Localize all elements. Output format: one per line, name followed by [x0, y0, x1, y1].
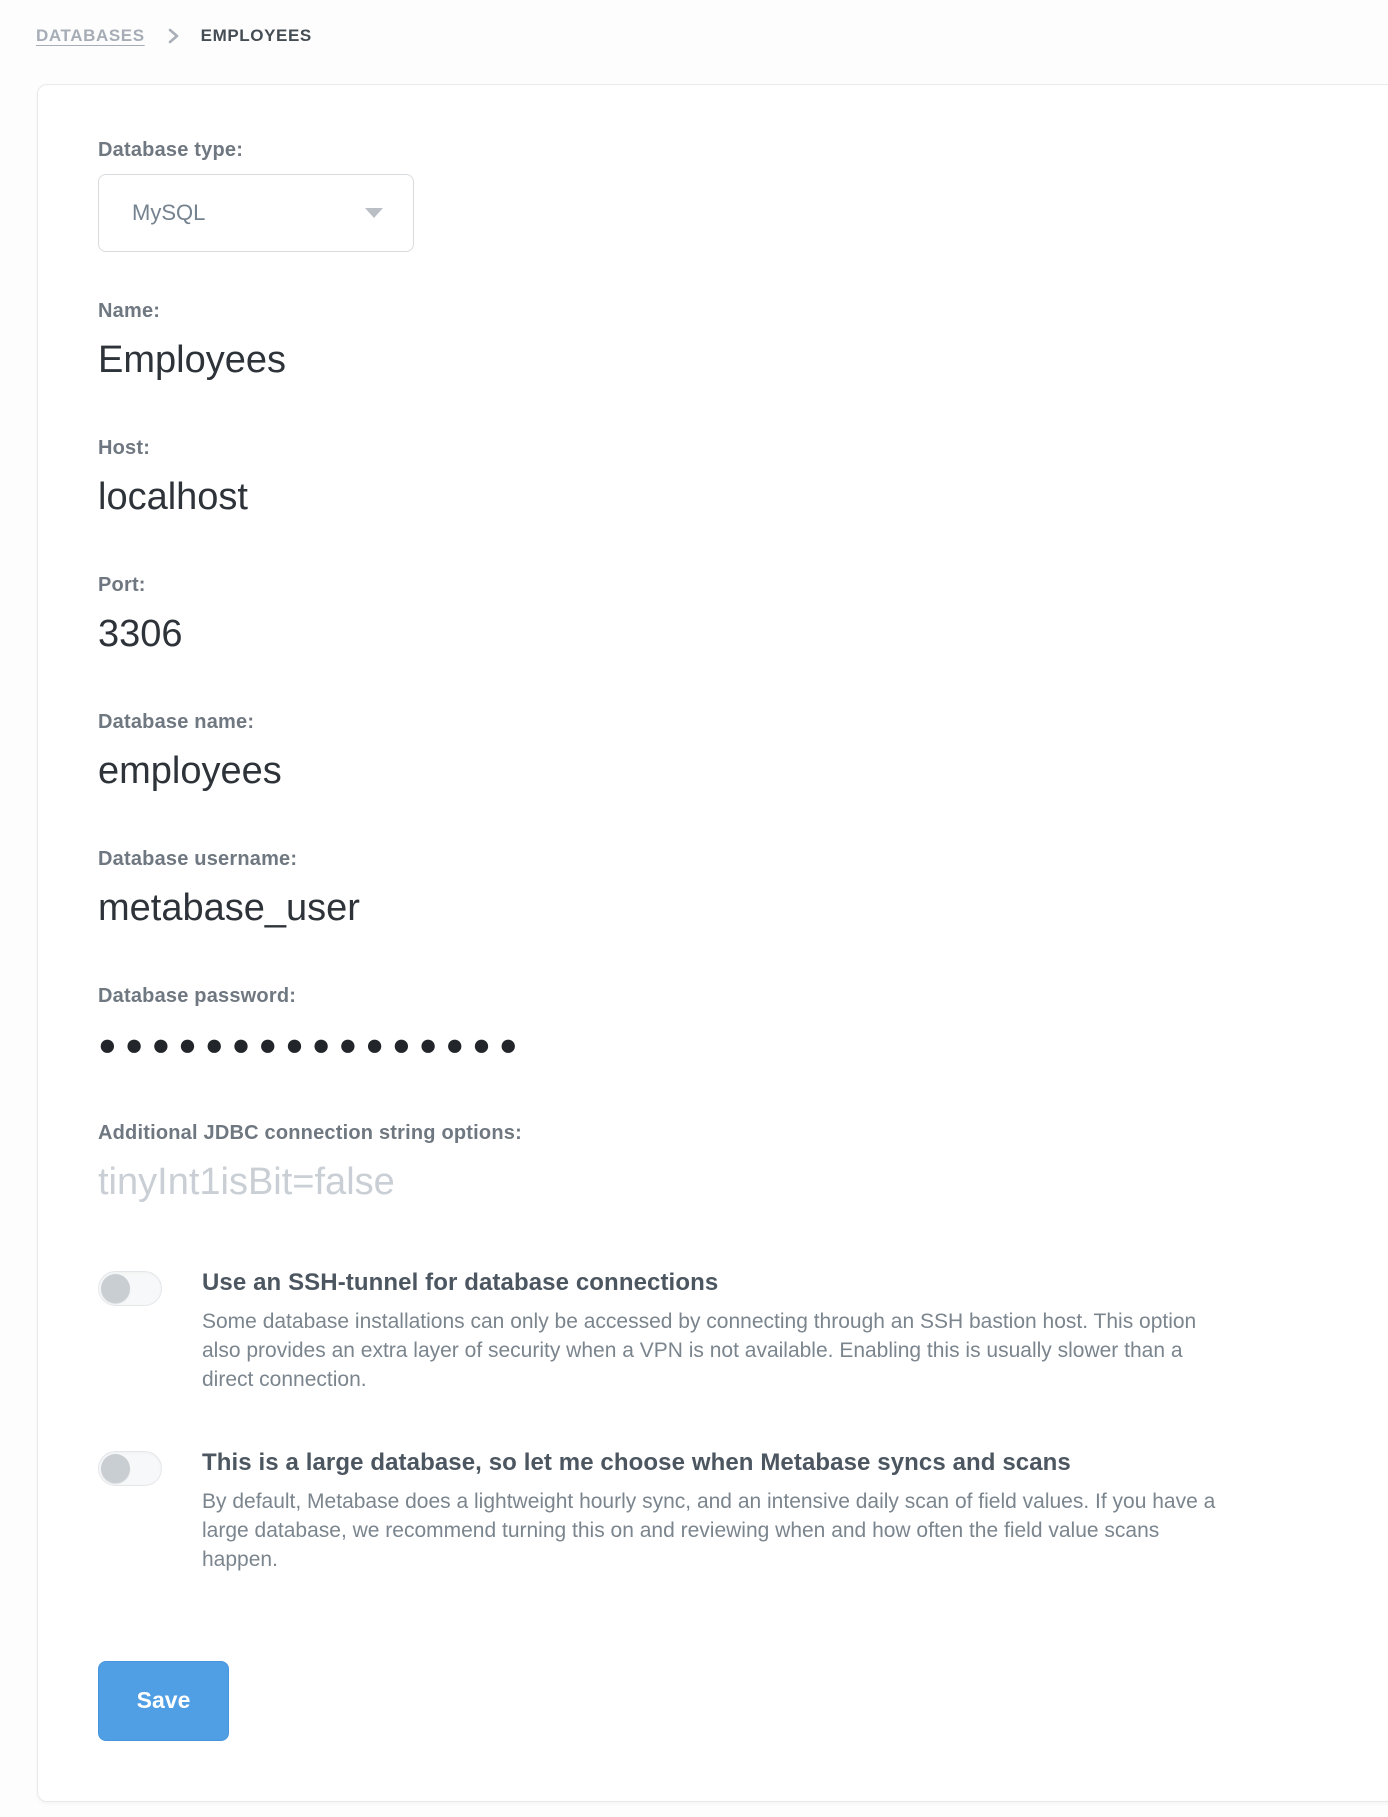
chevron-right-icon	[166, 28, 180, 44]
large-database-toggle[interactable]	[98, 1451, 162, 1486]
jdbc-options-field	[98, 1122, 1334, 1207]
large-database-text	[202, 1449, 1237, 1575]
name-field	[98, 300, 1334, 385]
chevron-down-icon	[365, 208, 383, 218]
host-field	[98, 437, 1334, 522]
save-button[interactable]: Save	[98, 1661, 229, 1741]
breadcrumb-databases-link[interactable]: DATABASES	[36, 26, 145, 45]
breadcrumb	[0, 0, 1388, 46]
database-name-label: Database name:	[98, 711, 255, 733]
port-input[interactable]	[98, 609, 1334, 659]
database-password-input[interactable]: ●●●●●●●●●●●●●●●●	[98, 1027, 526, 1062]
database-type-label: Database type:	[98, 139, 244, 161]
database-username-field	[98, 848, 1334, 933]
large-database-description: By default, Metabase does a lightweight hourly sync, and an intensive daily scan of field values. If you have a large database, we recommend turning this on and reviewing when and how often the field value scans happen.	[202, 1489, 1216, 1571]
database-password-field	[98, 985, 1334, 1070]
database-username-label: Database username:	[98, 848, 298, 870]
jdbc-options-label: Additional JDBC connection string options:	[98, 1122, 522, 1144]
name-label: Name:	[98, 300, 161, 322]
name-input[interactable]	[98, 335, 1334, 385]
ssh-tunnel-text	[202, 1269, 1237, 1395]
toggle-knob	[101, 1454, 130, 1483]
port-field	[98, 574, 1334, 659]
database-name-input[interactable]	[98, 746, 1334, 796]
database-username-input[interactable]	[98, 883, 1334, 933]
database-form-card	[37, 84, 1388, 1802]
port-label: Port:	[98, 574, 146, 596]
database-type-field	[98, 139, 1334, 252]
database-type-select[interactable]	[98, 174, 414, 252]
host-input[interactable]	[98, 472, 1334, 522]
breadcrumb-current: EMPLOYEES	[200, 26, 312, 45]
database-type-selected-value: MySQL	[132, 200, 206, 225]
toggle-knob	[101, 1274, 130, 1303]
ssh-tunnel-title: Use an SSH-tunnel for database connections	[202, 1269, 719, 1296]
jdbc-options-input[interactable]	[98, 1157, 1334, 1207]
database-password-label: Database password:	[98, 985, 297, 1007]
host-label: Host:	[98, 437, 151, 459]
large-database-title: This is a large database, so let me choose when Metabase syncs and scans	[202, 1448, 1071, 1476]
ssh-tunnel-toggle[interactable]	[98, 1271, 162, 1306]
large-database-row	[98, 1449, 1334, 1575]
ssh-tunnel-description: Some database installations can only be accessed by connecting through an SSH bastion host. This option also provides an extra layer of security when a VPN is not available. Enabling this is usually slower than a direct connection.	[202, 1310, 1197, 1391]
database-name-field	[98, 711, 1334, 796]
ssh-tunnel-row	[98, 1269, 1334, 1395]
